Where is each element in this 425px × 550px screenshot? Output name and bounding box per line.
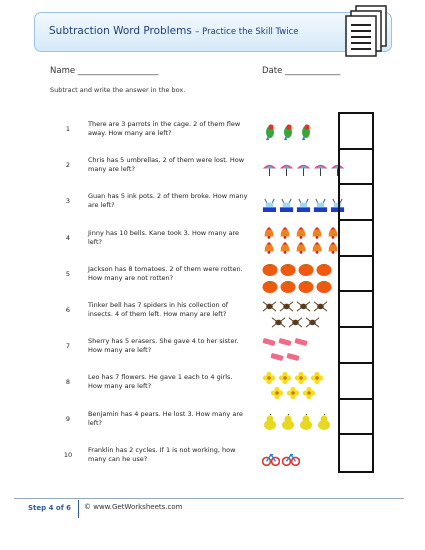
ink-pot-icon (296, 197, 311, 212)
problem-number: 3 (65, 197, 71, 206)
ink-pot-icon (262, 197, 277, 212)
bell-icon (278, 226, 292, 240)
problem-number: 8 (65, 378, 71, 387)
problem-text: Benjamin has 4 pears. He lost 3. How many are left? (88, 409, 243, 427)
date-field-label: Date _____________ (262, 66, 341, 76)
spider-icon (271, 314, 286, 329)
instructions: Subtract and write the answer in the box. (50, 86, 186, 94)
bell-icon (262, 241, 276, 255)
spider-icon (305, 314, 320, 329)
answer-column (338, 112, 374, 473)
umbrella-icon (296, 161, 311, 176)
problem-pictures (250, 405, 336, 439)
flower-icon (278, 371, 292, 385)
footer-divider-line (14, 498, 404, 499)
problem-number: 1 (65, 125, 71, 133)
problem-text: Chris has 5 umbrellas, 2 of them were lost. How many are left? (88, 156, 245, 174)
pear-icon (262, 414, 278, 430)
answer-box-3[interactable] (340, 185, 372, 221)
title-subtitle: – Practice the Skill Twice (195, 27, 299, 37)
spider-icon (279, 298, 294, 313)
answer-box-1[interactable] (340, 114, 372, 150)
ink-pot-icon (279, 197, 294, 212)
flower-icon (270, 386, 284, 400)
problem-pictures (250, 296, 336, 330)
tomato-icon (262, 260, 278, 276)
problem-text: Jackson has 8 tomatoes. 2 of them were rotten. How many are not rotten? (88, 264, 243, 282)
flower-icon (302, 386, 316, 400)
tomato-icon (316, 260, 332, 276)
copyright-text: © www.GetWorksheets.com (84, 503, 183, 511)
answer-box-7[interactable] (340, 328, 372, 364)
answer-box-10[interactable] (340, 435, 372, 471)
problem-text: Leo has 7 flowers. He gave 1 each to 4 girls. How many are left? (88, 373, 233, 391)
spider-icon (313, 298, 328, 313)
tomato-icon (316, 277, 332, 293)
answer-box-8[interactable] (340, 364, 372, 400)
eraser-icon (294, 335, 308, 349)
problem-pictures (250, 441, 336, 475)
bell-icon (262, 226, 276, 240)
problem-text: Franklin has 2 cycles. If 1 is not working, how many can he use? (88, 445, 236, 463)
pear-icon (280, 414, 296, 430)
flower-icon (294, 371, 308, 385)
tomato-icon (280, 260, 296, 276)
bell-icon (294, 241, 308, 255)
problem-pictures (250, 332, 336, 366)
answer-box-4[interactable] (340, 221, 372, 257)
tomato-icon (298, 277, 314, 293)
document-stack-icon (342, 4, 390, 60)
problem-text: There are 3 parrots in the cage. 2 of them flew away. How many are left? (88, 120, 241, 137)
step-indicator: Step 4 of 6 (28, 504, 72, 512)
answer-box-9[interactable] (340, 400, 372, 436)
eraser-icon (278, 335, 292, 349)
problem-text: Jinny has 10 bells. Kane took 3. How many are left? (88, 228, 240, 246)
parrot-icon (298, 124, 314, 140)
umbrella-icon (279, 161, 294, 176)
parrot-icon (280, 124, 296, 140)
spider-icon (288, 314, 303, 329)
problem-number: 6 (65, 306, 71, 314)
answer-box-5[interactable] (340, 257, 372, 293)
pear-icon (316, 414, 332, 430)
umbrella-icon (262, 161, 277, 176)
problem-pictures (250, 224, 336, 258)
problem-pictures (250, 187, 336, 221)
problem-number: 7 (65, 342, 71, 351)
bell-icon (294, 226, 308, 240)
problem-number: 10 (63, 450, 73, 459)
bicycle-icon (282, 449, 300, 467)
eraser-icon (262, 335, 276, 349)
tomato-icon (262, 277, 278, 293)
problem-number: 2 (65, 161, 71, 170)
tomato-icon (298, 260, 314, 276)
problem-number: 4 (65, 233, 71, 242)
ink-pot-icon (313, 197, 328, 212)
eraser-icon (270, 350, 284, 364)
problem-text: Guan has 5 ink pots. 2 of them broke. How many are left? (88, 192, 248, 210)
flower-icon (286, 386, 300, 400)
flower-icon (262, 371, 276, 385)
problem-pictures (250, 368, 336, 402)
spider-icon (262, 298, 277, 313)
name-field-label: Name ___________________ (50, 66, 159, 76)
answer-box-6[interactable] (340, 293, 372, 329)
spider-icon (296, 298, 311, 313)
eraser-icon (286, 350, 300, 364)
problem-number: 9 (65, 414, 71, 423)
problem-text: Sherry has 5 erasers. She gave 4 to her sister. How many are left? (88, 337, 239, 355)
umbrella-icon (313, 161, 328, 176)
worksheet-title (49, 25, 299, 37)
flower-icon (310, 371, 324, 385)
problem-pictures (250, 151, 336, 185)
bell-icon (278, 241, 292, 255)
worksheet-header (34, 12, 392, 52)
bell-icon (310, 226, 324, 240)
footer-separator (78, 500, 79, 518)
answer-box-2[interactable] (340, 150, 372, 186)
title-main: Subtraction Word Problems (49, 25, 192, 37)
problem-pictures (250, 115, 336, 149)
parrot-icon (262, 124, 278, 140)
bell-icon (310, 241, 324, 255)
problem-number: 5 (65, 269, 71, 278)
pear-icon (298, 414, 314, 430)
problem-pictures (250, 260, 336, 294)
problem-text: Tinker bell has 7 spiders in his collection of insects. 4 of them left. How many are left? (88, 301, 228, 318)
bicycle-icon (262, 449, 280, 467)
tomato-icon (280, 277, 296, 293)
